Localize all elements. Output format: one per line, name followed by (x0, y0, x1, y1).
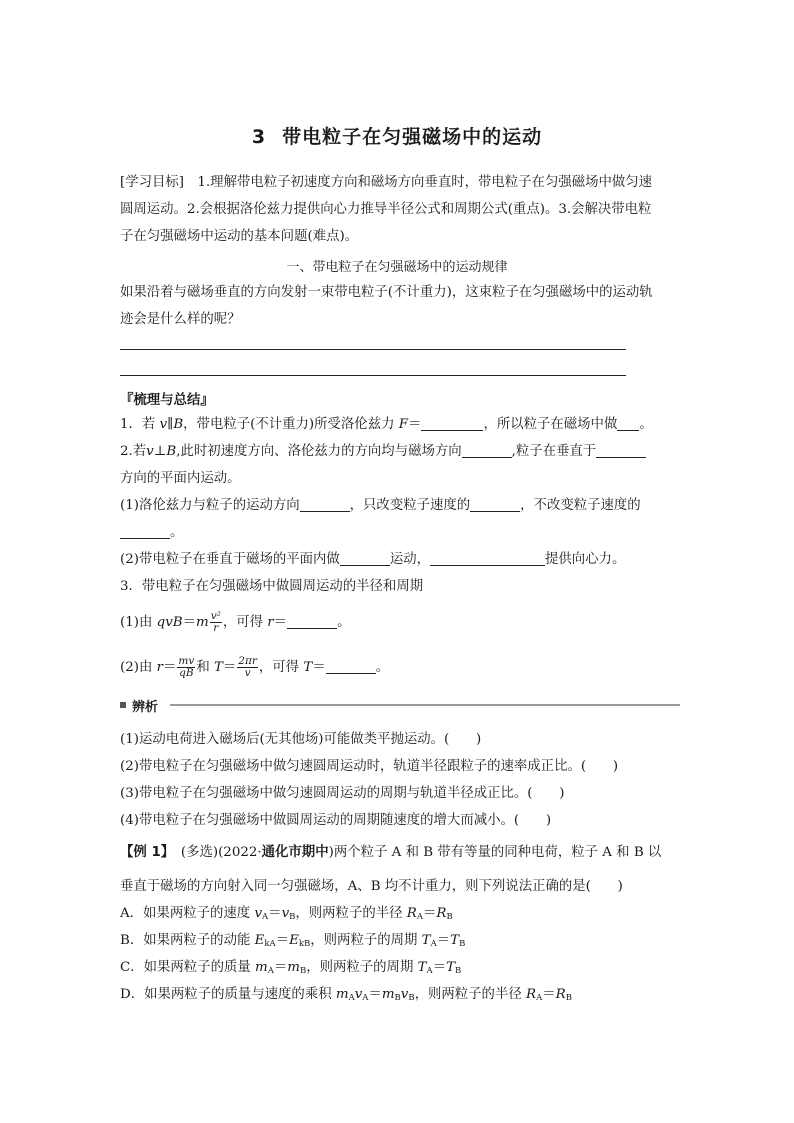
answer-line-2[interactable] (120, 375, 626, 376)
divider (170, 704, 680, 706)
summary-item-3: (1)洛伦兹力与粒子的运动方向 ，只改变粒子速度的 ，不改变粒子速度的 (120, 498, 641, 513)
blank-centripetal[interactable] (430, 551, 545, 566)
blank-motion-type[interactable] (340, 551, 390, 566)
example-label: 【例 1】 (120, 845, 168, 860)
summary-item-4: (2)带电粒子在垂直于磁场的平面内做 运动， 提供向心力。 (120, 552, 626, 567)
blank-period[interactable] (326, 659, 376, 674)
title-text: 带电粒子在匀强磁场中的运动 (282, 126, 543, 148)
option-a[interactable]: A．如果两粒子的速度 $v_A=v_B$，则两粒子的半径 $R_A=R_B$ (120, 906, 453, 922)
summary-item-2: 2.若v⊥B,此时初速度方向、洛伦兹力的方向均与磁场方向 ,粒子在垂直于 (120, 443, 646, 461)
summary-formula-2: (2)由 r＝ $\frac{mv}{qB}$ 和 T＝ $\frac{2\pi r}{v}$ ，可得 T＝ 。 (120, 655, 390, 679)
blank-unchanged[interactable] (120, 524, 170, 539)
example-line-2: 垂直于磁场的方向射入同一匀强磁场，A、B 均不计重力，则下列说法正确的是( ) (120, 879, 623, 894)
bianxi-item-4[interactable]: (4)带电粒子在匀强磁场中做圆周运动的周期随速度的增大而减小。( ) (120, 813, 552, 828)
page-title (0, 122, 794, 149)
blank-radius[interactable] (287, 614, 337, 629)
blank-changes[interactable] (470, 497, 520, 512)
blank-force[interactable] (421, 416, 483, 431)
bianxi-header (120, 698, 680, 715)
blank-direction-relation[interactable] (462, 443, 512, 458)
blank-force-direction[interactable] (300, 497, 350, 512)
summary-item-2-cont: 方向的平面内运动。 (120, 471, 241, 486)
summary-formula-1: (1)由 qvB＝m $\frac{\text{v²}}{r}$ ，可得 r＝ 。 (120, 610, 351, 634)
fraction-mv-over-qb: $\frac{mv}{qB}$ (178, 655, 195, 679)
example-line-1: 【例 1】 (多选)(2022·通化市期中)两个粒子 A 和 B 带有等量的同种电荷，粒子 A 和 B 以 (120, 845, 662, 860)
summary-heading: 『梳理与总结』 (120, 393, 214, 408)
section-heading: 一、带电粒子在匀强磁场中的运动规律 (286, 260, 508, 275)
option-d[interactable]: D．如果两粒子的质量与速度的乘积 $m_Av_A=m_Bv_B$，则两粒子的半径 $R_A=R_B$ (120, 987, 572, 1003)
fraction-v2-over-r: $\frac{\text{v²}}{r}$ (210, 610, 221, 634)
question-line-2: 迹会是什么样的呢？ (120, 312, 241, 327)
blank-motion[interactable] (617, 416, 639, 431)
bianxi-item-3[interactable]: (3)带电粒子在匀强磁场中做匀速圆周运动的周期与轨道半径成正比。( ) (120, 786, 565, 801)
bianxi-item-1[interactable]: (1)运动电荷进入磁场后(无其他场)可能做类平抛运动。( ) (120, 732, 482, 747)
title-number: 3 (251, 126, 267, 148)
blank-plane-direction[interactable] (596, 443, 646, 458)
fraction-2pir-over-v: $\frac{2\pi r}{v}$ (238, 655, 257, 679)
answer-line-1[interactable] (120, 349, 626, 350)
question-line-1: 如果沿着与磁场垂直的方向发射一束带电粒子(不计重力)，这束粒子在匀强磁场中的运动轨 (120, 285, 653, 300)
summary-item-5: 3．带电粒子在匀强磁场中做圆周运动的半径和周期 (120, 579, 424, 594)
objectives-line-2: 圆周运动。2.会根据洛伦兹力提供向心力推导半径公式和周期公式(重点)。3.会解决带电粒 (120, 202, 652, 217)
objectives-line-3: 子在匀强磁场中运动的基本问题(难点)。 (120, 229, 359, 244)
option-b[interactable]: B．如果两粒子的动能 $E_{kA}=E_{kB}$，则两粒子的周期 $T_A=T_B$ (120, 933, 466, 949)
bianxi-item-2[interactable]: (2)带电粒子在匀强磁场中做匀速圆周运动时，轨道半径跟粒子的速率成正比。( ) (120, 759, 619, 774)
option-c[interactable]: C．如果两粒子的质量 $m_A=m_B$，则两粒子的周期 $T_A=T_B$ (120, 960, 462, 976)
bianxi-label: 辨析 (132, 700, 159, 715)
objectives-line-1: [学习目标] 1.理解带电粒子初速度方向和磁场方向垂直时，带电粒子在匀强磁场中做匀速 (120, 175, 653, 190)
summary-item-1: 1．若 v∥B，带电粒子(不计重力)所受洛伦兹力 F＝ ，所以粒子在磁场中做 。 (120, 417, 653, 432)
square-bullet-icon (120, 702, 126, 708)
summary-item-3-cont: 。 (120, 524, 183, 542)
